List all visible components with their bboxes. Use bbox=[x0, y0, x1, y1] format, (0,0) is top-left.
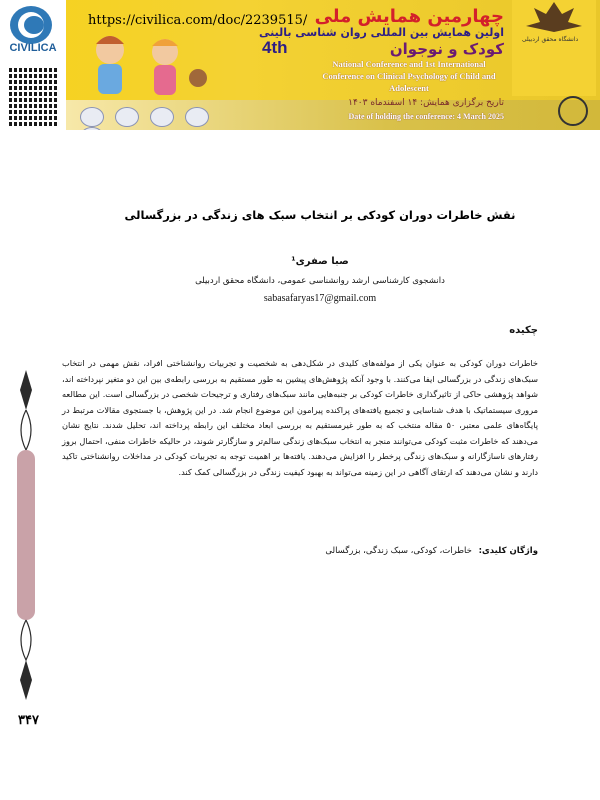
keywords-list: خاطرات، کودکی، سبک زندگی، بزرگسالی bbox=[325, 546, 472, 556]
conference-date-fa: تاریخ برگزاری همایش: ۱۴ اسفندماه ۱۴۰۳ bbox=[348, 98, 504, 108]
qr-code-pattern bbox=[9, 68, 57, 126]
keywords-label: واژگان کلیدی: bbox=[478, 546, 538, 556]
side-ornament bbox=[6, 370, 46, 700]
conference-title-en-2: Conference on Clinical Psychology of Child and bbox=[322, 71, 496, 81]
civilica-block bbox=[0, 0, 66, 130]
page-number: ۳۴۷ bbox=[18, 713, 39, 728]
keywords bbox=[62, 546, 538, 556]
author-affiliation: دانشجوی کارشناسی ارشد روانشناسی عمومی، دانشگاه محقق اردبیلی bbox=[195, 276, 445, 286]
conference-date-en: Date of holding the conference: 4 March 2025 bbox=[348, 112, 504, 121]
paper-title: نقش خاطرات دوران کودکی بر انتخاب سبک های زندگی در بزرگسالی bbox=[124, 208, 516, 222]
conference-mark-icon bbox=[558, 96, 588, 126]
university-logo-block bbox=[512, 0, 596, 96]
conference-ordinal: 4th bbox=[262, 38, 288, 57]
document-url[interactable]: https://civilica.com/doc/2239515/ bbox=[88, 13, 308, 28]
sponsor-logo-icon bbox=[150, 107, 174, 127]
author-email[interactable]: sabasafaryas17@gmail.com bbox=[263, 293, 377, 304]
conference-title-fa-3: کودک و نوجوان bbox=[389, 40, 504, 58]
conference-title-en-3: Adolescent bbox=[389, 83, 429, 93]
sponsor-logo-icon bbox=[80, 107, 104, 127]
conference-title-fa-1: چهارمین همایش ملی bbox=[314, 6, 504, 27]
sponsor-logo-icon bbox=[115, 107, 139, 127]
university-caption: دانشگاه محقق اردبیلی bbox=[521, 36, 579, 43]
conference-title-en-1: National Conference and 1st International bbox=[332, 59, 486, 69]
sponsor-logo-icon bbox=[185, 107, 209, 127]
children-illustration bbox=[70, 30, 220, 100]
conference-title-en bbox=[268, 58, 550, 94]
abstract-body: خاطرات دوران کودکی به عنوان یکی از مولفه‌های کلیدی در شکل‌دهی به شخصیت و تجربیات روانشناختی افراد، نقش مهمی در انتخاب سبک‌های زندگی در بزرگسالی ایفا می‌کنند. با وجود آنکه پژوهش‌های پیشین به طور مستقیم به بررسی رابطه‌ی بین این دو متغیر نپرداخته اند، شواهد پژوهشی حاکی از تاثیرگذاری خاطرات کودکی بر جنبه‌هایی مانند سبک‌های رفتاری و ترجیحات شخصی در بزرگسالی است. این مطالعه مروری سیستماتیک با هدف شناسایی و تجمیع یافته‌های پراکنده پیرامون این موضوع انجام شد. در این پژوهش، با جستجوی مقالات مرتبط در پایگاه‌های علمی معتبر، ۵۰ مقاله منتخب که به طور غیرمستقیم به بررسی ابعاد مختلف این رابطه پرداخته اند، تحلیل شدند. نتایج نشان می‌دهند که خاطرات مثبت کودکی می‌توانند منجر به انتخاب سبک‌های زندگی سالم‌تر و سازگارتر شوند، در حالیکه خاطرات منفی، احتمال بروز رفتارهای ناسازگارانه و سبک‌های زندگی پرخطر را افزایش می‌دهند. یافته‌ها بر اهمیت توجه به تجربیات کودکی در مداخلات روانشناختی تاکید دارند و نشان می‌دهند که ارتقای آگاهی در این زمینه می‌تواند به بهبود کیفیت زندگی در بزرگسالی کمک کند. bbox=[62, 358, 538, 477]
sponsor-logo-icon bbox=[80, 127, 104, 130]
conference-banner bbox=[0, 0, 600, 130]
civilica-logo-core bbox=[24, 16, 44, 34]
civilica-label[interactable]: CIVILICA bbox=[9, 42, 57, 54]
abstract-heading: چکیده bbox=[509, 325, 538, 336]
sponsor-logos bbox=[80, 106, 230, 126]
university-emblem-icon bbox=[512, 0, 596, 36]
conference-title-fa-2: اولین همایش بین المللی روان شناسی بالینی bbox=[258, 26, 504, 39]
author-name: صبا صفری¹ bbox=[291, 256, 349, 267]
